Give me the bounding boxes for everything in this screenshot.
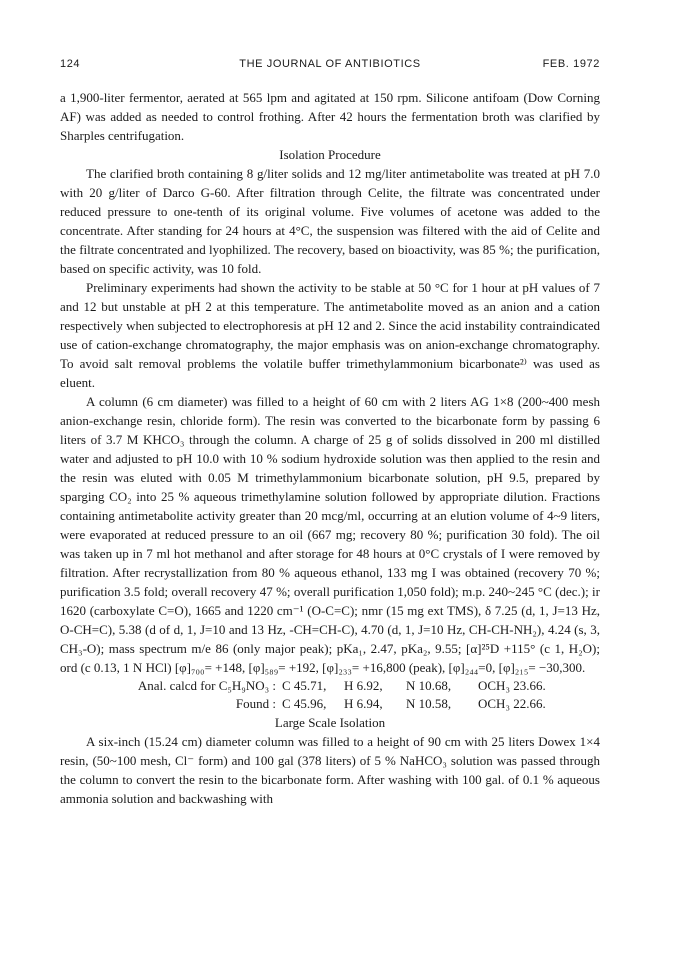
paragraph-fermentation: a 1,900-liter fermentor, aerated at 565 lpm and agitated at 150 rpm. Silicone antifoam (Dow Corning AF) was added as needed to control frothing. After 42 hours the fermentation broth was clarified by Sharples centrifugation. [60, 90, 600, 143]
analysis-calcd-c: C 45.71, [282, 678, 327, 693]
running-head [60, 58, 600, 74]
section-heading-large-scale: Large Scale Isolation [274, 715, 386, 730]
analysis-found-c: C 45.96, [282, 696, 327, 711]
issue-date: FEB. 1972 [542, 58, 600, 70]
page-number: 124 [60, 58, 81, 70]
analysis-calcd-h: H 6.92, [344, 678, 383, 693]
paragraph-preliminary: Preliminary experiments had shown the activity to be stable at 50 °C for 1 hour at pH values of 7 and 12 but unstable at pH 2 at this temperature. The antimetabolite moved as an anion and a cation respectively when subjected to electrophoresis at pH 12 and 2. Since the acid instability contraindicated use of cation-exchange chromatography, the major emphasis was on anion-exchange chromatography. To avoid salt removal problems the volatile buffer trimethylammonium bicarbonate²⁾ was used as eluent. [60, 280, 600, 390]
journal-title: THE JOURNAL OF ANTIBIOTICS [239, 58, 421, 70]
analysis-found-och3: OCH₃ 22.66. [478, 696, 546, 711]
analysis-found-row [60, 695, 600, 713]
analysis-calcd-row [60, 677, 600, 695]
analysis-found-n: N 10.58, [406, 696, 452, 711]
analysis-calcd-n: N 10.68, [406, 678, 452, 693]
analysis-calcd-och3: OCH₃ 23.66. [478, 678, 546, 693]
paragraph-large-scale: A six-inch (15.24 cm) diameter column was filled to a height of 90 cm with 25 liters Dowex 1×4 resin, (50~100 mesh, Cl⁻ form) and 100 gal (378 liters) of 5 % NaHCO₃ solution was passed through the column to convert the resin to the bicarbonate form. After washing with 100 gal. of 0.1 % aqueous ammonia solution and backwashing with [60, 734, 600, 806]
analysis-found-h: H 6.94, [344, 696, 383, 711]
elemental-analysis [60, 677, 600, 713]
section-heading-isolation: Isolation Procedure [279, 147, 381, 162]
paragraph-column: A column (6 cm diameter) was filled to a height of 60 cm with 2 liters AG 1×8 (200~400 mesh anion-exchange resin, chloride form). The resin was converted to the bicarbonate form by passing 6 liters of 3.7 M KHCO₃ through the column. A charge of 25 g of solids dissolved in 200 ml distilled water and adjusted to pH 10.0 with 10 % sodium hydroxide solution was then applied to the resin and the resin was eluted with 0.05 M trimethylammonium bicarbonate solution, pH 9.5, prepared by sparging CO₂ into 25 % aqueous trimethylamine solution followed by appropriate dilution. Fractions containing antimetabolite activity greater than 20 mcg/ml, occurring at an elution volume of 4~9 liters, were evaporated at reduced pressure to an oil (667 mg; recovery 80 %; purification 30 fold). The oil was taken up in 7 ml hot methanol and after storage for 48 hours at 0°C crystals of I were removed by filtration. After recrystallization from 80 % aqueous ethanol, 133 mg I was obtained (recovery 70 %; purification 3.5 fold; overall recovery 47 %; overall purification 1,050 fold); m.p. 240~245 °C (dec.); ir 1620 (carboxylate C=O), 1665 and 1220 cm⁻¹ (O-C=C); nmr (15 mg ext TMS), δ 7.25 (d, 1, J=13 Hz, O-CH=C), 5.38 (d of d, 1, J=10 and 13 Hz, -CH=CH-C), 4.70 (d, 1, J=10 Hz, CH-CH-NH₂), 4.24 (s, 3, CH₃-O); mass spectrum m/e 86 (only major peak); pKa₁, 2.47, pKa₂, 9.55; [α]²⁵D +115° (c 1, H₂O); ord (c 0.13, 1 N HCl) [φ]₇₀₀= +148, [φ]₅₈₉= +192, [φ]₂₃₃= +16,800 (peak), [φ]₂₄₄=0, [φ]₂₁₅= −30,300. [60, 394, 600, 675]
paragraph-clarified-broth: The clarified broth containing 8 g/liter solids and 12 mg/liter antimetabolite was treated at pH 7.0 with 20 g/liter of Darco G-60. After filtration through Celite, the filtrate was concentrated under reduced pressure to one-tenth of its original volume. Five volumes of acetone was added to the concentrate. After standing for 24 hours at 4°C, the suspension was filtered with the aid of Celite and the filtrate concentrated and lyophilized. The recovery, based on bioactivity, was 85 %; the purification, based on specific activity, was 10 fold. [60, 166, 600, 276]
analysis-found-label: Found : [235, 696, 276, 711]
journal-page [60, 58, 600, 808]
analysis-calcd-label: Anal. calcd for C₅H₉NO₃ : [137, 678, 276, 693]
